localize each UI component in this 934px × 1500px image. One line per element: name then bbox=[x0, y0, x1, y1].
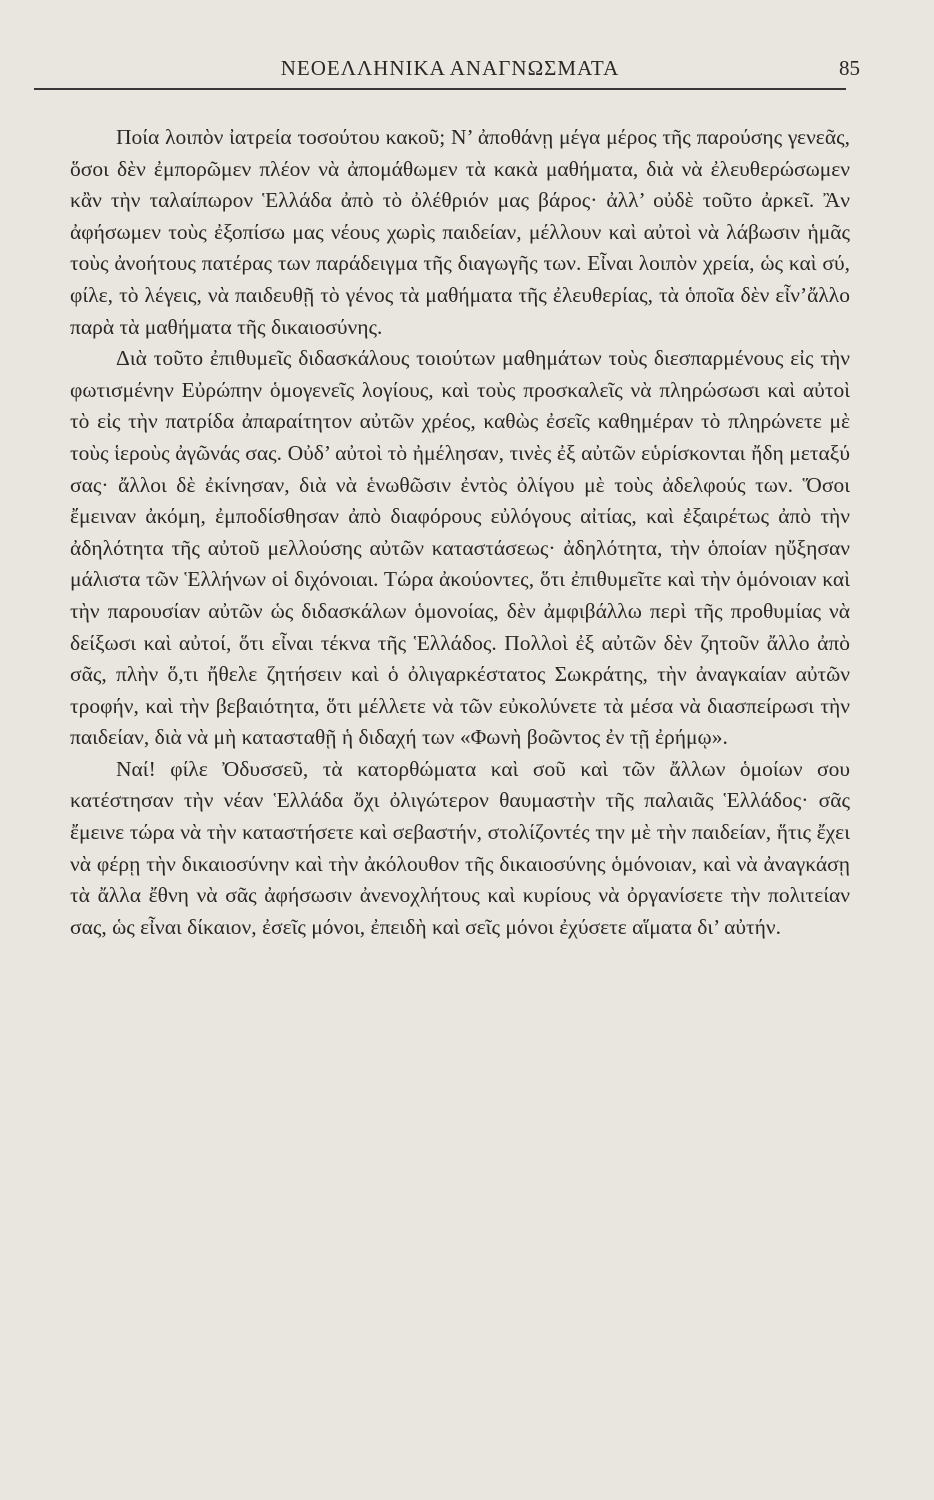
page-header bbox=[40, 52, 860, 92]
paragraph-3: Ναί! φίλε Ὀδυσσεῦ, τὰ κατορθώματα καὶ σοῦ καὶ τῶν ἄλλων ὁμοίων σου κατέστησαν τὴν νέαν Ἑλλάδα ὄχι ὀλιγώτερον θαυμαστὴν τῆς παλαιᾶς Ἑλλάδος· σᾶς ἔμεινε τώρα νὰ τὴν καταστήσετε καὶ σεβαστήν, στολίζοντές την μὲ τὴν παιδείαν, ἥτις ἔχει νὰ φέρῃ τὴν δικαιοσύνην καὶ τὴν ἀκόλουθον τῆς δικαιοσύνης ὁμόνοιαν, καὶ νὰ ἀναγκάσῃ τὰ ἄλλα ἔθνη νὰ σᾶς ἀφήσωσιν ἀνενοχλήτους καὶ κυρίους νὰ ὀργανίσετε τὴν πολιτείαν σας, ὡς εἶναι δίκαιον, ἐσεῖς μόνοι, ἐπειδὴ καὶ σεῖς μόνοι ἐχύσετε αἵματα δι’ αὐτήν. bbox=[70, 756, 850, 939]
paragraph-2: Διὰ τοῦτο ἐπιθυμεῖς διδασκάλους τοιούτων μαθημάτων τοὺς διεσπαρμένους εἰς τὴν φωτισμένην Εὐρώπην ὁμογενεῖς λογίους, καὶ τοὺς προσκαλεῖς νὰ πληρώσωσι καὶ αὐτοὶ τὸ εἰς τὴν πατρίδα ἀπαραίτητον αὐτῶν χρέος, καθὼς ἐσεῖς καθημέραν τὸ πληρώνετε μὲ τοὺς ἱεροὺς ἀγῶνάς σας. Οὐδ’ αὐτοὶ τὸ ἠμέλησαν, τινὲς ἐξ αὐτῶν εὑρίσκονται ἤδη μεταξύ σας· ἄλλοι δὲ ἐκίνησαν, διὰ νὰ ἑνωθῶσιν ἐντὸς ὀλίγου μὲ τοὺς ἀδελφούς των. Ὅσοι ἔμειναν ἀκόμη, ἐμποδίσθησαν ἀπὸ διαφόρους εὐλόγους αἰτίας, καὶ ἐξαιρέτως ἀπὸ τὴν ἀδηλότητα τῆς αὐτοῦ μελλούσης αὐτῶν καταστάσεως· ἀδηλότητα, τὴν ὁποίαν ηὔξησαν μάλιστα τῶν Ἑλλήνων οἱ διχόνοιαι. Τώρα ἀκούοντες, ὅτι ἐπιθυμεῖτε καὶ τὴν ὁμόνοιαν καὶ τὴν παρουσίαν αὐτῶν ὡς διδασκάλων ὁμονοίας, δὲν ἀμφιβάλλω περὶ τῆς προθυμίας νὰ δείξωσι καὶ αὐτοί, ὅτι εἶναι τέκνα τῆς Ἑλλάδος. Πολλοὶ ἐξ αὐτῶν δὲν ζητοῦν ἄλλο ἀπὸ σᾶς, πλὴν ὅ,τι ἤθελε ζητήσειν καὶ ὁ ὀλιγαρκέστατος Σωκράτης, τὴν ἀναγκαίαν αὐτῶν τροφήν, καὶ τὴν βεβαιότητα, ὅτι μέλλετε νὰ τῶν εὐκολύνετε τὰ μέσα νὰ διασπείρωσι τὴν παιδείαν, διὰ νὰ μὴ κατασταθῇ ἡ διδαχή των «Φωνὴ βοῶντος ἐν τῇ ἐρήμῳ». bbox=[70, 346, 850, 750]
paragraph-1: Ποία λοιπὸν ἰατρεία τοσούτου κακοῦ; Ν’ ἀποθάνῃ μέγα μέρος τῆς παρούσης γενεᾶς, ὅσοι δὲν ἐμπορῶμεν πλέον νὰ ἀπομάθωμεν τὰ κακὰ μαθήματα, διὰ νὰ ἐλευθερώσωμεν κἂν τὴν ταλαίπωρον Ἑλλάδα ἀπὸ τὸ ὀλέθριόν μας βάρος· ἀλλ’ οὐδὲ τοῦτο ἀρκεῖ. Ἂν ἀφήσωμεν τοὺς ἐξοπίσω μας νέους χωρὶς παιδείαν, μέλλουν καὶ αὐτοὶ νὰ λάβωσιν ἡμᾶς τοὺς ἀνοήτους πατέρας των παράδειγμα τῆς διαγωγῆς των. Εἶναι λοιπὸν χρεία, ὡς καὶ σύ, φίλε, τὸ λέγεις, νὰ παιδευθῇ τὸ γένος τὰ μαθήματα τῆς ἐλευθερίας, τὰ ὁποῖα δὲν εἶν’ἄλλο παρὰ τὰ μαθήματα τῆς δικαιοσύνης. bbox=[70, 125, 850, 339]
header-rule bbox=[34, 88, 846, 90]
body-text bbox=[70, 122, 850, 943]
page-number: 85 bbox=[839, 56, 860, 80]
running-title: ΝΕΟΕΛΛΗΝΙΚΑ ΑΝΑΓΝΩΣΜΑΤΑ bbox=[280, 56, 620, 80]
